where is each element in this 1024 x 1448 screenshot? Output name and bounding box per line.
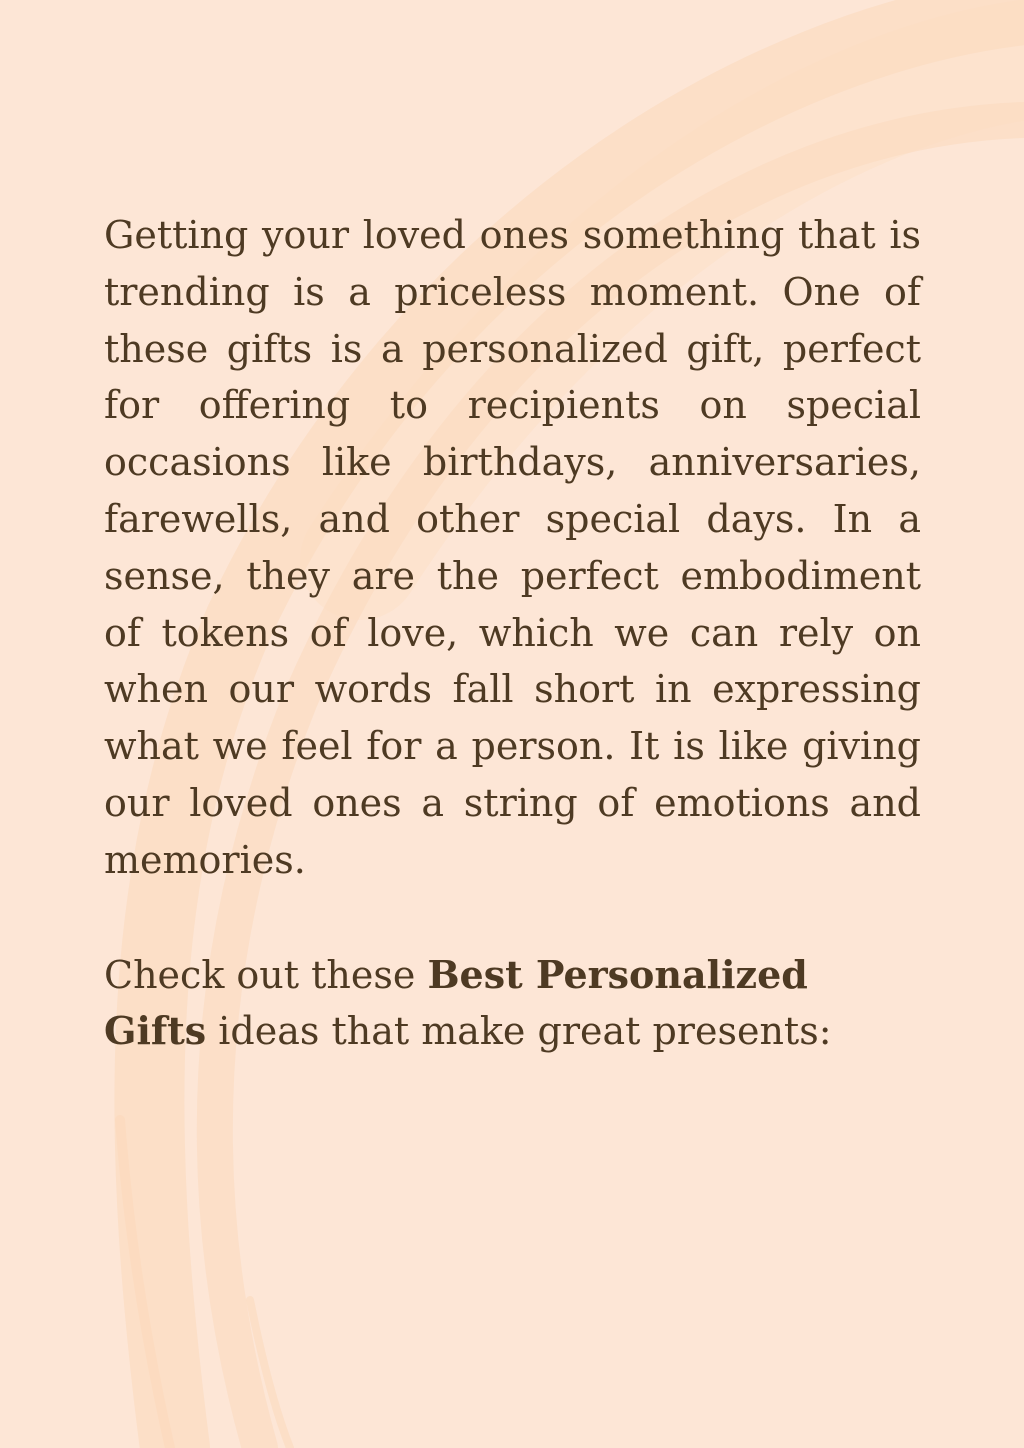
article-body [104,207,921,1060]
best-personalized-gifts-label: Best Personalized Gifts [104,951,808,1054]
cta-suffix: ideas that make great presents: [206,1009,832,1054]
gift-ideas-intro [104,947,921,1061]
cta-prefix: Check out these [104,952,428,997]
intro-paragraph: Getting your loved ones something that is trending is a priceless moment. One of these gifts is a personalized gift, perfect for offering to recipients on special occasions like birthdays, anniversaries, farewells, and other special days. In a sense, they are the perfect embodiment of tokens of love, which we can rely on when our words fall short in expressing what we feel for a person. It is like giving our loved ones a string of emotions and memories. [104,213,921,882]
